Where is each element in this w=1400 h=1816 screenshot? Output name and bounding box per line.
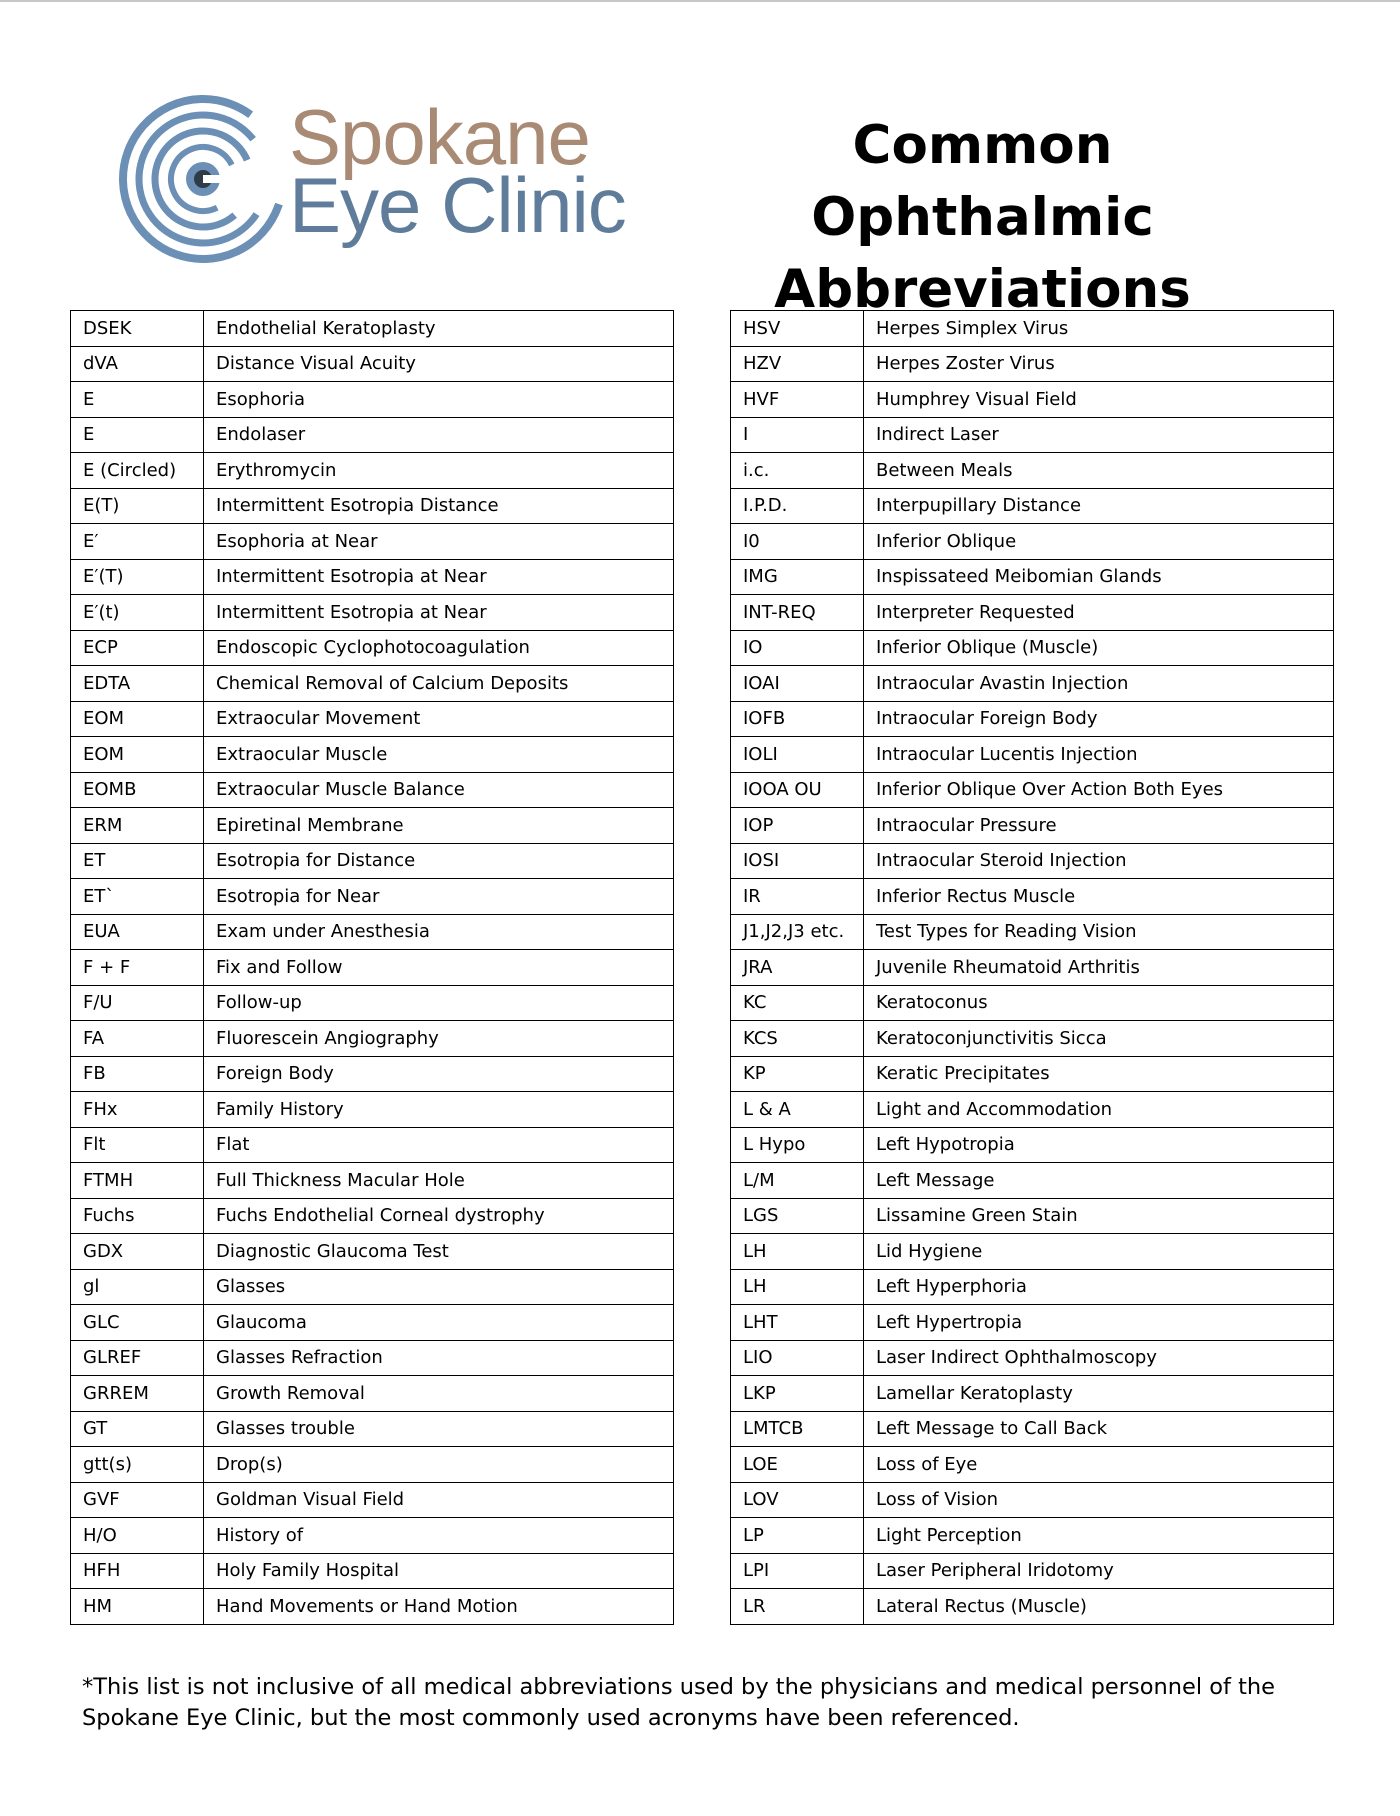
abbreviation-cell: HFH	[71, 1553, 204, 1589]
abbreviation-cell: I.P.D.	[731, 488, 864, 524]
table-row	[71, 1127, 674, 1163]
meaning-cell: Extraocular Movement	[204, 701, 674, 737]
meaning-cell: Goldman Visual Field	[204, 1482, 674, 1518]
table-row	[731, 630, 1334, 666]
abbreviation-cell: F/U	[71, 985, 204, 1021]
meaning-cell: Inferior Oblique (Muscle)	[864, 630, 1334, 666]
abbreviation-cell: HSV	[731, 311, 864, 347]
meaning-cell: Left Message	[864, 1163, 1334, 1199]
meaning-cell: Family History	[204, 1092, 674, 1128]
abbreviation-cell: GRREM	[71, 1376, 204, 1412]
table-row	[731, 1234, 1334, 1270]
meaning-cell: Light and Accommodation	[864, 1092, 1334, 1128]
meaning-cell: Herpes Simplex Virus	[864, 311, 1334, 347]
abbreviation-cell: KCS	[731, 1021, 864, 1057]
table-row	[731, 1589, 1334, 1625]
table-row	[71, 382, 674, 418]
table-row	[71, 1092, 674, 1128]
meaning-cell: Loss of Vision	[864, 1482, 1334, 1518]
abbreviation-cell: J1,J2,J3 etc.	[731, 914, 864, 950]
abbreviation-cell: IOSI	[731, 843, 864, 879]
abbreviation-cell: gl	[71, 1269, 204, 1305]
abbreviation-cell: IO	[731, 630, 864, 666]
table-row	[731, 808, 1334, 844]
table-row	[731, 1269, 1334, 1305]
logo-wordmark-eye-clinic: Eye Clinic	[289, 161, 626, 249]
table-row	[731, 1518, 1334, 1554]
meaning-cell: Esophoria at Near	[204, 524, 674, 560]
table-row	[731, 666, 1334, 702]
meaning-cell: Left Hypotropia	[864, 1127, 1334, 1163]
title-line-2: Abbreviations	[774, 259, 1191, 320]
meaning-cell: Test Types for Reading Vision	[864, 914, 1334, 950]
meaning-cell: Glaucoma	[204, 1305, 674, 1341]
meaning-cell: Indirect Laser	[864, 417, 1334, 453]
abbreviation-cell: DSEK	[71, 311, 204, 347]
table-row	[71, 1482, 674, 1518]
abbreviation-cell: L Hypo	[731, 1127, 864, 1163]
meaning-cell: Extraocular Muscle Balance	[204, 772, 674, 808]
meaning-cell: Lissamine Green Stain	[864, 1198, 1334, 1234]
table-row	[71, 1269, 674, 1305]
meaning-cell: Inspissateed Meibomian Glands	[864, 559, 1334, 595]
abbreviation-cell: KP	[731, 1056, 864, 1092]
table-row	[731, 1127, 1334, 1163]
table-row	[71, 1376, 674, 1412]
abbreviation-cell: GLC	[71, 1305, 204, 1341]
meaning-cell: Fluorescein Angiography	[204, 1021, 674, 1057]
table-row	[71, 1056, 674, 1092]
meaning-cell: Exam under Anesthesia	[204, 914, 674, 950]
table-row	[731, 1163, 1334, 1199]
meaning-cell: Lid Hygiene	[864, 1234, 1334, 1270]
meaning-cell: Humphrey Visual Field	[864, 382, 1334, 418]
abbreviation-cell: LHT	[731, 1305, 864, 1341]
meaning-cell: Lamellar Keratoplasty	[864, 1376, 1334, 1412]
table-row	[731, 1411, 1334, 1447]
abbreviation-cell: IOP	[731, 808, 864, 844]
table-row	[71, 488, 674, 524]
meaning-cell: Lateral Rectus (Muscle)	[864, 1589, 1334, 1625]
meaning-cell: Hand Movements or Hand Motion	[204, 1589, 674, 1625]
abbreviation-cell: EDTA	[71, 666, 204, 702]
abbreviation-cell: FTMH	[71, 1163, 204, 1199]
meaning-cell: Foreign Body	[204, 1056, 674, 1092]
abbreviation-cell: LR	[731, 1589, 864, 1625]
abbreviation-cell: FB	[71, 1056, 204, 1092]
meaning-cell: Interpupillary Distance	[864, 488, 1334, 524]
table-row	[731, 1198, 1334, 1234]
abbreviation-cell: GLREF	[71, 1340, 204, 1376]
title-line-1: Common Ophthalmic	[811, 115, 1154, 248]
meaning-cell: Intraocular Lucentis Injection	[864, 737, 1334, 773]
abbreviation-cell: FA	[71, 1021, 204, 1057]
abbreviation-cell: LMTCB	[731, 1411, 864, 1447]
abbreviation-cell: LGS	[731, 1198, 864, 1234]
abbreviation-cell: IMG	[731, 559, 864, 595]
table-row	[731, 524, 1334, 560]
meaning-cell: Intraocular Steroid Injection	[864, 843, 1334, 879]
logo-wordmark-spokane: Spokane	[289, 93, 590, 181]
abbreviation-cell: HVF	[731, 382, 864, 418]
meaning-cell: Glasses	[204, 1269, 674, 1305]
abbreviation-cell: E(T)	[71, 488, 204, 524]
abbreviation-cell: HZV	[731, 346, 864, 382]
table-row	[71, 1447, 674, 1483]
meaning-cell: Laser Indirect Ophthalmoscopy	[864, 1340, 1334, 1376]
meaning-cell: Left Hyperphoria	[864, 1269, 1334, 1305]
abbreviation-cell: LOV	[731, 1482, 864, 1518]
top-rule	[0, 0, 1400, 2]
abbreviation-cell: Flt	[71, 1127, 204, 1163]
meaning-cell: Endolaser	[204, 417, 674, 453]
abbreviation-cell: LH	[731, 1269, 864, 1305]
table-row	[731, 595, 1334, 631]
meaning-cell: History of	[204, 1518, 674, 1554]
table-row	[71, 1305, 674, 1341]
meaning-cell: Intraocular Pressure	[864, 808, 1334, 844]
abbreviation-cell: E′(T)	[71, 559, 204, 595]
abbreviation-cell: GT	[71, 1411, 204, 1447]
table-row	[71, 1021, 674, 1057]
table-row	[71, 1518, 674, 1554]
table-row	[71, 950, 674, 986]
table-row	[71, 595, 674, 631]
table-row	[731, 559, 1334, 595]
table-row	[71, 453, 674, 489]
table-row	[731, 701, 1334, 737]
abbreviation-cell: Fuchs	[71, 1198, 204, 1234]
abbreviations-table-right	[730, 310, 1334, 1625]
table-row	[71, 772, 674, 808]
abbreviation-cell: HM	[71, 1589, 204, 1625]
meaning-cell: Intermittent Esotropia at Near	[204, 559, 674, 595]
meaning-cell: Esotropia for Near	[204, 879, 674, 915]
abbreviation-cell: EUA	[71, 914, 204, 950]
abbreviation-cell: EOM	[71, 737, 204, 773]
meaning-cell: Left Hypertropia	[864, 1305, 1334, 1341]
abbreviation-cell: I	[731, 417, 864, 453]
table-row	[731, 1092, 1334, 1128]
meaning-cell: Drop(s)	[204, 1447, 674, 1483]
abbreviation-cell: IR	[731, 879, 864, 915]
table-row	[731, 1340, 1334, 1376]
meaning-cell: Light Perception	[864, 1518, 1334, 1554]
abbreviation-cell: EOMB	[71, 772, 204, 808]
table-row	[731, 1056, 1334, 1092]
table-row	[731, 737, 1334, 773]
abbreviation-cell: ERM	[71, 808, 204, 844]
table-row	[71, 879, 674, 915]
table-row	[71, 985, 674, 1021]
table-row	[731, 488, 1334, 524]
abbreviation-cell: ET	[71, 843, 204, 879]
abbreviation-cell: ECP	[71, 630, 204, 666]
meaning-cell: Epiretinal Membrane	[204, 808, 674, 844]
table-row	[71, 630, 674, 666]
table-row	[731, 382, 1334, 418]
meaning-cell: Herpes Zoster Virus	[864, 346, 1334, 382]
abbreviation-cell: L & A	[731, 1092, 864, 1128]
abbreviation-cell: F + F	[71, 950, 204, 986]
abbreviation-cell: L/M	[731, 1163, 864, 1199]
table-row	[71, 808, 674, 844]
meaning-cell: Intermittent Esotropia at Near	[204, 595, 674, 631]
table-row	[731, 1021, 1334, 1057]
table-row	[731, 1376, 1334, 1412]
document-title	[700, 110, 1265, 326]
abbreviation-cell: ET`	[71, 879, 204, 915]
meaning-cell: Endothelial Keratoplasty	[204, 311, 674, 347]
meaning-cell: Glasses trouble	[204, 1411, 674, 1447]
meaning-cell: Esotropia for Distance	[204, 843, 674, 879]
table-row	[71, 559, 674, 595]
table-row	[71, 666, 674, 702]
table-row	[731, 843, 1334, 879]
table-row	[731, 1447, 1334, 1483]
meaning-cell: Distance Visual Acuity	[204, 346, 674, 382]
meaning-cell: Chemical Removal of Calcium Deposits	[204, 666, 674, 702]
table-row	[731, 453, 1334, 489]
abbreviation-cell: H/O	[71, 1518, 204, 1554]
abbreviation-cell: INT-REQ	[731, 595, 864, 631]
abbreviation-cell: dVA	[71, 346, 204, 382]
meaning-cell: Keratic Precipitates	[864, 1056, 1334, 1092]
abbreviations-table-left	[70, 310, 674, 1625]
table-row	[71, 1553, 674, 1589]
abbreviation-cell: GVF	[71, 1482, 204, 1518]
meaning-cell: Inferior Oblique	[864, 524, 1334, 560]
table-row	[71, 1589, 674, 1625]
table-row	[731, 1305, 1334, 1341]
footnote: *This list is not inclusive of all medical abbreviations used by the physicians and medical personnel of the Spokane Eye Clinic, but the most commonly used acronyms have been referenced.	[82, 1674, 1275, 1731]
table-row	[71, 524, 674, 560]
abbreviation-cell: LIO	[731, 1340, 864, 1376]
abbreviation-cell: KC	[731, 985, 864, 1021]
table-row	[731, 914, 1334, 950]
meaning-cell: Diagnostic Glaucoma Test	[204, 1234, 674, 1270]
meaning-cell: Intraocular Avastin Injection	[864, 666, 1334, 702]
meaning-cell: Keratoconjunctivitis Sicca	[864, 1021, 1334, 1057]
abbreviation-cell: JRA	[731, 950, 864, 986]
meaning-cell: Fuchs Endothelial Corneal dystrophy	[204, 1198, 674, 1234]
table-row	[71, 737, 674, 773]
abbreviation-cell: E	[71, 382, 204, 418]
meaning-cell: Inferior Oblique Over Action Both Eyes	[864, 772, 1334, 808]
meaning-cell: Holy Family Hospital	[204, 1553, 674, 1589]
meaning-cell: Growth Removal	[204, 1376, 674, 1412]
table-row	[731, 346, 1334, 382]
meaning-cell: Endoscopic Cyclophotocoagulation	[204, 630, 674, 666]
abbreviation-cell: i.c.	[731, 453, 864, 489]
meaning-cell: Glasses Refraction	[204, 1340, 674, 1376]
table-row	[71, 346, 674, 382]
abbreviation-cell: gtt(s)	[71, 1447, 204, 1483]
abbreviation-cell: IOAI	[731, 666, 864, 702]
meaning-cell: Fix and Follow	[204, 950, 674, 986]
meaning-cell: Left Message to Call Back	[864, 1411, 1334, 1447]
meaning-cell: Flat	[204, 1127, 674, 1163]
table-row	[731, 1553, 1334, 1589]
table-row	[731, 879, 1334, 915]
abbreviation-cell: E (Circled)	[71, 453, 204, 489]
table-row	[71, 701, 674, 737]
abbreviation-cell: LH	[731, 1234, 864, 1270]
concentric-eye-icon	[118, 94, 288, 264]
table-row	[731, 950, 1334, 986]
abbreviation-cell: IOOA OU	[731, 772, 864, 808]
table-row	[731, 417, 1334, 453]
meaning-cell: Laser Peripheral Iridotomy	[864, 1553, 1334, 1589]
abbreviation-cell: E	[71, 417, 204, 453]
table-row	[731, 985, 1334, 1021]
table-row	[731, 311, 1334, 347]
meaning-cell: Interpreter Requested	[864, 595, 1334, 631]
abbreviation-cell: GDX	[71, 1234, 204, 1270]
meaning-cell: Intermittent Esotropia Distance	[204, 488, 674, 524]
meaning-cell: Esophoria	[204, 382, 674, 418]
table-row	[71, 1163, 674, 1199]
abbreviation-cell: EOM	[71, 701, 204, 737]
meaning-cell: Erythromycin	[204, 453, 674, 489]
table-row	[731, 1482, 1334, 1518]
meaning-cell: Between Meals	[864, 453, 1334, 489]
table-row	[71, 1198, 674, 1234]
meaning-cell: Keratoconus	[864, 985, 1334, 1021]
abbreviation-cell: IOFB	[731, 701, 864, 737]
meaning-cell: Full Thickness Macular Hole	[204, 1163, 674, 1199]
abbreviation-cell: E′	[71, 524, 204, 560]
abbreviation-cell: LP	[731, 1518, 864, 1554]
table-row	[71, 311, 674, 347]
table-row	[71, 1340, 674, 1376]
table-row	[71, 417, 674, 453]
meaning-cell: Extraocular Muscle	[204, 737, 674, 773]
table-row	[71, 843, 674, 879]
abbreviation-cell: LPI	[731, 1553, 864, 1589]
table-row	[71, 1411, 674, 1447]
abbreviation-cell: E′(t)	[71, 595, 204, 631]
table-row	[71, 1234, 674, 1270]
abbreviation-cell: LOE	[731, 1447, 864, 1483]
abbreviation-cell: I0	[731, 524, 864, 560]
table-row	[731, 772, 1334, 808]
meaning-cell: Follow-up	[204, 985, 674, 1021]
meaning-cell: Inferior Rectus Muscle	[864, 879, 1334, 915]
meaning-cell: Intraocular Foreign Body	[864, 701, 1334, 737]
abbreviation-cell: FHx	[71, 1092, 204, 1128]
clinic-logo	[118, 93, 626, 274]
abbreviation-cell: LKP	[731, 1376, 864, 1412]
abbreviation-cell: IOLI	[731, 737, 864, 773]
meaning-cell: Loss of Eye	[864, 1447, 1334, 1483]
meaning-cell: Juvenile Rheumatoid Arthritis	[864, 950, 1334, 986]
table-row	[71, 914, 674, 950]
